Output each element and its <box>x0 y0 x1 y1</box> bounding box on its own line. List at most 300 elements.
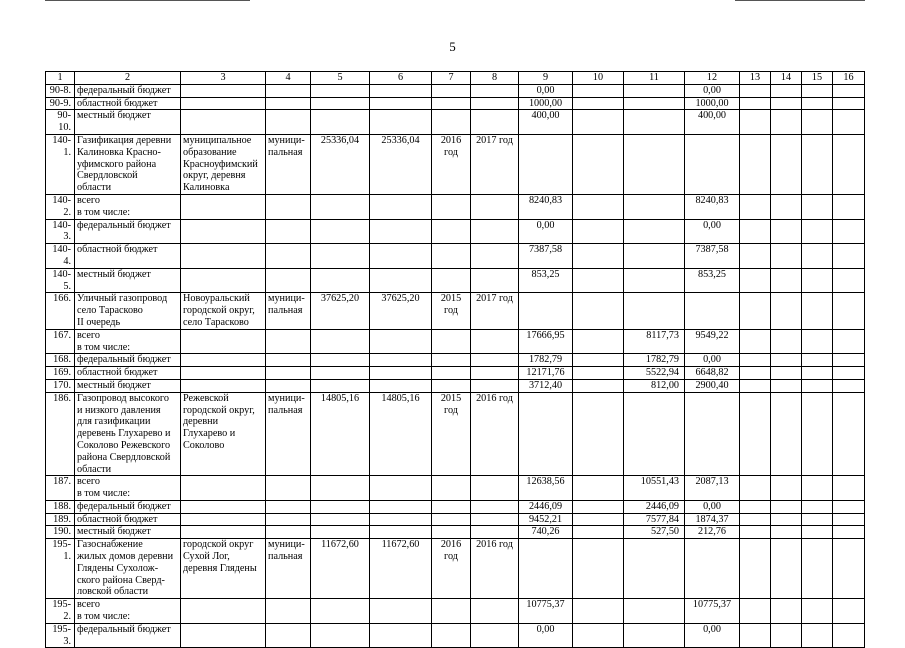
total-amount <box>519 392 573 476</box>
col-13-value <box>740 219 771 244</box>
col-10-value <box>573 84 624 97</box>
col-10-value <box>573 268 624 293</box>
total-amount: 853,25 <box>519 268 573 293</box>
col-10-value <box>573 97 624 110</box>
col-11-value <box>624 623 685 648</box>
col-12-value <box>685 134 740 194</box>
col-10-value <box>573 367 624 380</box>
table-row <box>46 623 865 648</box>
col-10-value <box>573 392 624 476</box>
col-10-value <box>573 623 624 648</box>
col-11-value <box>624 293 685 329</box>
ownership <box>266 329 311 354</box>
table-row <box>46 539 865 599</box>
col-10-value <box>573 513 624 526</box>
col-15-value <box>802 329 833 354</box>
remaining-cost <box>370 476 432 501</box>
col-12-value: 9549,22 <box>685 329 740 354</box>
item-name: Газификация деревни Калиновка Красно- уфимского района Свердловской области <box>75 134 181 194</box>
total-amount: 740,26 <box>519 526 573 539</box>
end-year: 2017 год <box>471 293 519 329</box>
location: Новоуральский городской округ, село Тарасково <box>181 293 266 329</box>
row-number: 195-1. <box>46 539 75 599</box>
column-number: 9 <box>519 72 573 85</box>
item-name: местный бюджет <box>75 526 181 539</box>
row-number: 190. <box>46 526 75 539</box>
col-14-value <box>771 194 802 219</box>
column-number: 13 <box>740 72 771 85</box>
col-11-value <box>624 539 685 599</box>
location <box>181 194 266 219</box>
col-16-value <box>833 84 865 97</box>
end-year <box>471 354 519 367</box>
location <box>181 354 266 367</box>
start-year <box>432 329 471 354</box>
col-14-value <box>771 244 802 269</box>
col-13-value <box>740 194 771 219</box>
remaining-cost <box>370 194 432 219</box>
col-10-value <box>573 599 624 624</box>
location <box>181 244 266 269</box>
col-14-value <box>771 367 802 380</box>
row-number: 169. <box>46 367 75 380</box>
row-number: 195-3. <box>46 623 75 648</box>
item-name: федеральный бюджет <box>75 84 181 97</box>
location: муниципальное образование Красноуфимский округ, деревня Калиновка <box>181 134 266 194</box>
ownership <box>266 97 311 110</box>
total-amount <box>519 293 573 329</box>
item-name: федеральный бюджет <box>75 219 181 244</box>
col-11-value: 10551,43 <box>624 476 685 501</box>
remaining-cost <box>370 84 432 97</box>
col-15-value <box>802 219 833 244</box>
end-year <box>471 329 519 354</box>
col-11-value: 812,00 <box>624 379 685 392</box>
table-row <box>46 110 865 135</box>
col-15-value <box>802 268 833 293</box>
col-13-value <box>740 354 771 367</box>
total-amount: 0,00 <box>519 219 573 244</box>
col-12-value: 0,00 <box>685 84 740 97</box>
col-11-value <box>624 599 685 624</box>
col-10-value <box>573 293 624 329</box>
row-number: 186. <box>46 392 75 476</box>
col-13-value <box>740 526 771 539</box>
total-amount: 0,00 <box>519 84 573 97</box>
table-row <box>46 293 865 329</box>
remaining-cost: 37625,20 <box>370 293 432 329</box>
total-amount: 12171,76 <box>519 367 573 380</box>
ownership: муници- пальная <box>266 293 311 329</box>
location: Режевской городской округ, деревни Глухарево и Соколово <box>181 392 266 476</box>
end-year <box>471 513 519 526</box>
end-year <box>471 219 519 244</box>
row-number: 168. <box>46 354 75 367</box>
remaining-cost <box>370 379 432 392</box>
row-number: 189. <box>46 513 75 526</box>
col-10-value <box>573 329 624 354</box>
col-10-value <box>573 244 624 269</box>
total-amount: 1782,79 <box>519 354 573 367</box>
item-name: областной бюджет <box>75 367 181 380</box>
end-year: 2016 год <box>471 539 519 599</box>
item-name: всего в том числе: <box>75 599 181 624</box>
col-16-value <box>833 329 865 354</box>
item-name: федеральный бюджет <box>75 354 181 367</box>
ownership: муници- пальная <box>266 392 311 476</box>
column-number: 5 <box>311 72 370 85</box>
remaining-cost <box>370 97 432 110</box>
row-number: 90-8. <box>46 84 75 97</box>
col-16-value <box>833 623 865 648</box>
row-number: 140-3. <box>46 219 75 244</box>
estimated-cost: 25336,04 <box>311 134 370 194</box>
end-year: 2016 год <box>471 392 519 476</box>
location <box>181 367 266 380</box>
ownership <box>266 367 311 380</box>
end-year <box>471 97 519 110</box>
row-number: 140-1. <box>46 134 75 194</box>
col-12-value: 212,76 <box>685 526 740 539</box>
location <box>181 110 266 135</box>
item-name: Газоснабжение жилых домов деревни Глядены Сухолож- ского района Сверд- ловской области <box>75 539 181 599</box>
estimated-cost: 37625,20 <box>311 293 370 329</box>
row-number: 90-10. <box>46 110 75 135</box>
col-15-value <box>802 84 833 97</box>
col-15-value <box>802 513 833 526</box>
table-row <box>46 392 865 476</box>
column-number: 3 <box>181 72 266 85</box>
col-15-value <box>802 476 833 501</box>
budget-table <box>45 71 865 648</box>
total-amount: 2446,09 <box>519 500 573 513</box>
col-13-value <box>740 329 771 354</box>
col-13-value <box>740 367 771 380</box>
start-year <box>432 500 471 513</box>
col-12-value: 2900,40 <box>685 379 740 392</box>
remaining-cost <box>370 526 432 539</box>
start-year <box>432 476 471 501</box>
col-16-value <box>833 367 865 380</box>
column-number: 10 <box>573 72 624 85</box>
col-11-value <box>624 268 685 293</box>
ownership <box>266 623 311 648</box>
end-year <box>471 500 519 513</box>
col-14-value <box>771 539 802 599</box>
col-15-value <box>802 500 833 513</box>
row-number: 140-5. <box>46 268 75 293</box>
end-year <box>471 110 519 135</box>
start-year: 2015 год <box>432 392 471 476</box>
col-15-value <box>802 379 833 392</box>
end-year <box>471 379 519 392</box>
col-14-value <box>771 354 802 367</box>
col-12-value: 0,00 <box>685 219 740 244</box>
ownership <box>266 354 311 367</box>
start-year: 2015 год <box>432 293 471 329</box>
end-year <box>471 244 519 269</box>
col-12-value: 10775,37 <box>685 599 740 624</box>
col-13-value <box>740 500 771 513</box>
total-amount: 10775,37 <box>519 599 573 624</box>
estimated-cost <box>311 526 370 539</box>
remaining-cost <box>370 110 432 135</box>
item-name: федеральный бюджет <box>75 623 181 648</box>
start-year <box>432 268 471 293</box>
ownership <box>266 379 311 392</box>
start-year <box>432 623 471 648</box>
start-year <box>432 513 471 526</box>
ownership <box>266 219 311 244</box>
location <box>181 500 266 513</box>
row-number: 170. <box>46 379 75 392</box>
col-13-value <box>740 392 771 476</box>
column-number: 16 <box>833 72 865 85</box>
col-13-value <box>740 293 771 329</box>
location <box>181 526 266 539</box>
col-16-value <box>833 97 865 110</box>
estimated-cost <box>311 354 370 367</box>
location <box>181 513 266 526</box>
start-year <box>432 354 471 367</box>
ownership: муници- пальная <box>266 539 311 599</box>
col-14-value <box>771 379 802 392</box>
col-12-value <box>685 539 740 599</box>
location <box>181 476 266 501</box>
estimated-cost <box>311 599 370 624</box>
start-year <box>432 379 471 392</box>
estimated-cost: 11672,60 <box>311 539 370 599</box>
col-11-value <box>624 84 685 97</box>
total-amount: 3712,40 <box>519 379 573 392</box>
col-16-value <box>833 379 865 392</box>
item-name: Уличный газопровод село Тарасково II очередь <box>75 293 181 329</box>
item-name: областной бюджет <box>75 513 181 526</box>
start-year <box>432 244 471 269</box>
col-14-value <box>771 476 802 501</box>
remaining-cost <box>370 329 432 354</box>
col-10-value <box>573 134 624 194</box>
estimated-cost <box>311 110 370 135</box>
col-14-value <box>771 623 802 648</box>
item-name: областной бюджет <box>75 244 181 269</box>
start-year <box>432 526 471 539</box>
end-year <box>471 268 519 293</box>
col-13-value <box>740 476 771 501</box>
end-year <box>471 526 519 539</box>
col-14-value <box>771 392 802 476</box>
col-16-value <box>833 392 865 476</box>
item-name: местный бюджет <box>75 268 181 293</box>
col-16-value <box>833 110 865 135</box>
col-12-value: 853,25 <box>685 268 740 293</box>
col-16-value <box>833 194 865 219</box>
total-amount <box>519 134 573 194</box>
item-name: местный бюджет <box>75 379 181 392</box>
col-11-value: 8117,73 <box>624 329 685 354</box>
col-16-value <box>833 219 865 244</box>
end-year <box>471 84 519 97</box>
col-12-value <box>685 293 740 329</box>
table-row <box>46 244 865 269</box>
col-11-value <box>624 97 685 110</box>
start-year <box>432 84 471 97</box>
col-13-value <box>740 244 771 269</box>
col-14-value <box>771 110 802 135</box>
row-number: 188. <box>46 500 75 513</box>
total-amount: 8240,83 <box>519 194 573 219</box>
column-number: 11 <box>624 72 685 85</box>
end-year: 2017 год <box>471 134 519 194</box>
col-13-value <box>740 268 771 293</box>
col-15-value <box>802 134 833 194</box>
table-row <box>46 513 865 526</box>
col-12-value: 0,00 <box>685 354 740 367</box>
col-13-value <box>740 539 771 599</box>
remaining-cost: 11672,60 <box>370 539 432 599</box>
location <box>181 97 266 110</box>
total-amount <box>519 539 573 599</box>
item-name: всего в том числе: <box>75 329 181 354</box>
remaining-cost <box>370 354 432 367</box>
total-amount: 9452,21 <box>519 513 573 526</box>
col-11-value <box>624 110 685 135</box>
col-16-value <box>833 293 865 329</box>
ownership <box>266 84 311 97</box>
remaining-cost <box>370 268 432 293</box>
col-14-value <box>771 500 802 513</box>
remaining-cost: 14805,16 <box>370 392 432 476</box>
item-name: местный бюджет <box>75 110 181 135</box>
column-number-row <box>46 72 865 85</box>
table-row <box>46 194 865 219</box>
item-name: всего в том числе: <box>75 476 181 501</box>
page-number: 5 <box>449 39 456 54</box>
remaining-cost <box>370 244 432 269</box>
col-12-value: 1000,00 <box>685 97 740 110</box>
table-row <box>46 268 865 293</box>
remaining-cost <box>370 500 432 513</box>
estimated-cost <box>311 219 370 244</box>
ownership <box>266 513 311 526</box>
estimated-cost <box>311 194 370 219</box>
col-15-value <box>802 539 833 599</box>
location <box>181 379 266 392</box>
start-year <box>432 110 471 135</box>
estimated-cost <box>311 500 370 513</box>
table-row <box>46 599 865 624</box>
ownership <box>266 194 311 219</box>
col-12-value: 400,00 <box>685 110 740 135</box>
table-row <box>46 329 865 354</box>
row-number: 140-2. <box>46 194 75 219</box>
column-number: 2 <box>75 72 181 85</box>
estimated-cost <box>311 623 370 648</box>
col-16-value <box>833 134 865 194</box>
col-12-value: 7387,58 <box>685 244 740 269</box>
col-10-value <box>573 194 624 219</box>
remaining-cost <box>370 219 432 244</box>
col-14-value <box>771 84 802 97</box>
col-10-value <box>573 219 624 244</box>
col-10-value <box>573 539 624 599</box>
location <box>181 599 266 624</box>
col-14-value <box>771 219 802 244</box>
location <box>181 84 266 97</box>
start-year: 2016 год <box>432 539 471 599</box>
estimated-cost <box>311 367 370 380</box>
ownership <box>266 476 311 501</box>
col-10-value <box>573 354 624 367</box>
col-15-value <box>802 97 833 110</box>
col-11-value: 7577,84 <box>624 513 685 526</box>
col-15-value <box>802 599 833 624</box>
remaining-cost <box>370 599 432 624</box>
total-amount: 7387,58 <box>519 244 573 269</box>
col-14-value <box>771 329 802 354</box>
column-number: 7 <box>432 72 471 85</box>
col-15-value <box>802 392 833 476</box>
col-16-value <box>833 268 865 293</box>
location: городской округ Сухой Лог, деревня Глядены <box>181 539 266 599</box>
ownership <box>266 244 311 269</box>
item-name: Газопровод высокого и низкого давления для газификации деревень Глухарево и Соколово Режевского района Свердловской области <box>75 392 181 476</box>
estimated-cost <box>311 97 370 110</box>
column-number: 15 <box>802 72 833 85</box>
col-11-value: 5522,94 <box>624 367 685 380</box>
start-year <box>432 194 471 219</box>
ownership: муници- пальная <box>266 134 311 194</box>
column-number: 12 <box>685 72 740 85</box>
col-16-value <box>833 526 865 539</box>
total-amount: 17666,95 <box>519 329 573 354</box>
col-11-value <box>624 244 685 269</box>
remaining-cost <box>370 367 432 380</box>
table-row <box>46 476 865 501</box>
col-10-value <box>573 110 624 135</box>
estimated-cost <box>311 268 370 293</box>
col-15-value <box>802 526 833 539</box>
col-11-value <box>624 134 685 194</box>
col-16-value <box>833 500 865 513</box>
ownership <box>266 268 311 293</box>
col-13-value <box>740 97 771 110</box>
item-name: всего в том числе: <box>75 194 181 219</box>
end-year <box>471 367 519 380</box>
start-year <box>432 97 471 110</box>
end-year <box>471 599 519 624</box>
total-amount: 400,00 <box>519 110 573 135</box>
total-amount: 12638,56 <box>519 476 573 501</box>
col-15-value <box>802 623 833 648</box>
ownership <box>266 526 311 539</box>
table-row <box>46 526 865 539</box>
col-12-value: 0,00 <box>685 500 740 513</box>
col-14-value <box>771 134 802 194</box>
col-12-value: 8240,83 <box>685 194 740 219</box>
col-15-value <box>802 110 833 135</box>
end-year <box>471 623 519 648</box>
col-11-value <box>624 392 685 476</box>
col-16-value <box>833 354 865 367</box>
remaining-cost: 25336,04 <box>370 134 432 194</box>
col-10-value <box>573 476 624 501</box>
col-16-value <box>833 476 865 501</box>
col-13-value <box>740 134 771 194</box>
ownership <box>266 110 311 135</box>
remaining-cost <box>370 623 432 648</box>
table-row <box>46 354 865 367</box>
